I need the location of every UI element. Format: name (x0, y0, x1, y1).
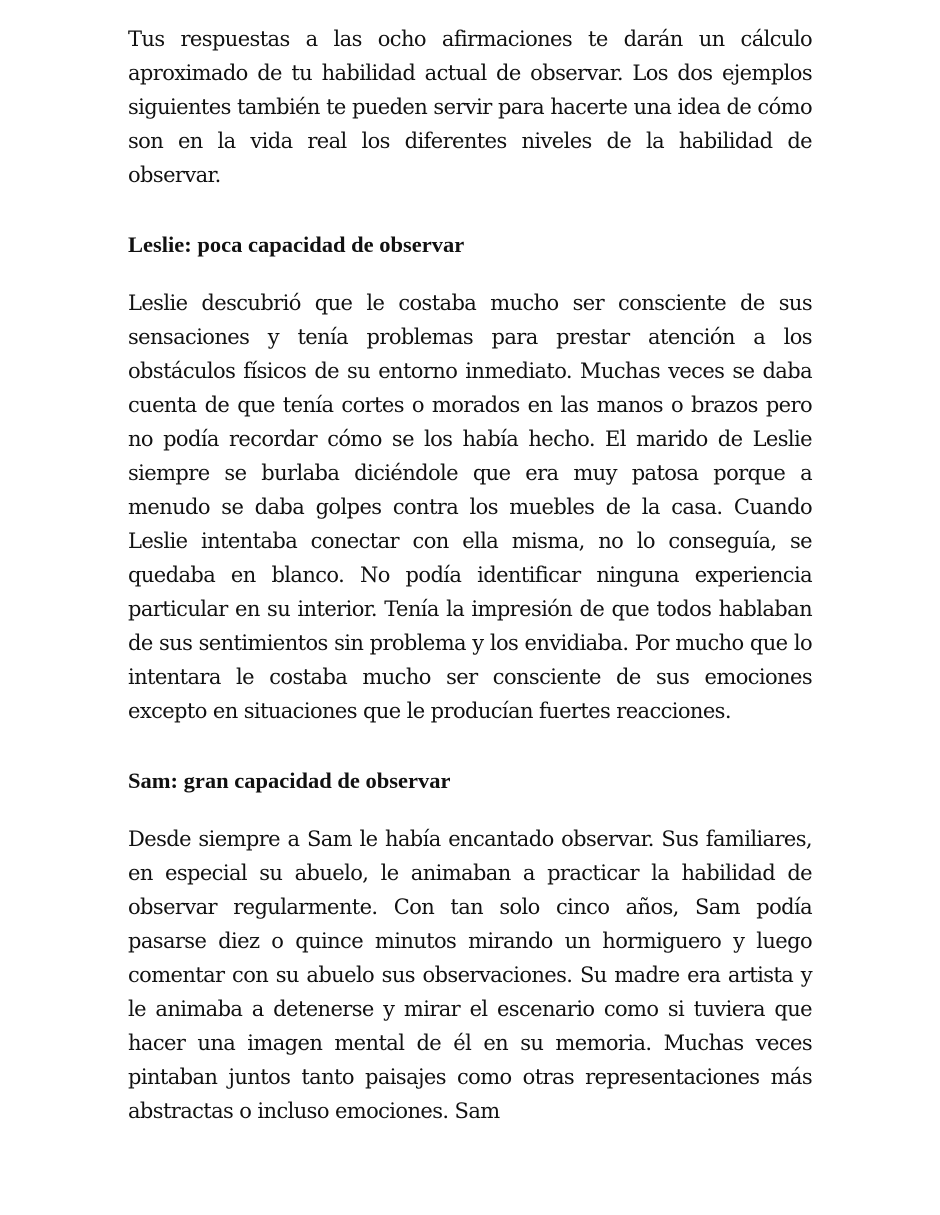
section-paragraph-leslie: Leslie descubrió que le costaba mucho ser consciente de sus sensaciones y tenía problemas para prestar atención a los obstáculos físicos de su entorno inmediato. Muchas veces se daba cuenta de que tenía cortes o morados en las manos o brazos pero no podía recordar cómo se los había hecho. El marido de Leslie siempre se burlaba diciéndole que era muy patosa porque a menudo se daba golpes contra los muebles de la casa. Cuando Leslie intentaba conectar con ella misma, no lo conseguía, se quedaba en blanco. No podía identificar ninguna experiencia particular en su interior. Tenía la impresión de que todos hablaban de sus sentimientos sin problema y los envidiaba. Por mucho que lo intentara le costaba mucho ser consciente de sus emociones excepto en situaciones que le producían fuertes reacciones. (128, 291, 812, 723)
section-heading-sam: Sam: gran capacidad de observar (128, 768, 451, 793)
document-page (128, 22, 812, 1128)
section-heading-leslie: Leslie: poca capacidad de observar (128, 232, 465, 257)
section-paragraph-sam: Desde siempre a Sam le había encantado observar. Sus familiares, en especial su abuelo, le animaban a practicar la habilidad de observar regularmente. Con tan solo cinco años, Sam podía pasarse diez o quince minutos mirando un hormiguero y luego comentar con su abuelo sus observaciones. Su madre era artista y le animaba a detenerse y mirar el escenario como si tuviera que hacer una imagen mental de él en su memoria. Muchas veces pintaban juntos tanto paisajes como otras representaciones más abstractas o incluso emociones. Sam (128, 827, 812, 1123)
intro-paragraph: Tus respuestas a las ocho afirmaciones te darán un cálculo aproximado de tu habilidad actual de observar. Los dos ejemplos siguientes también te pueden servir para hacerte una idea de cómo son en la vida real los diferentes niveles de la habilidad de observar. (128, 27, 812, 187)
